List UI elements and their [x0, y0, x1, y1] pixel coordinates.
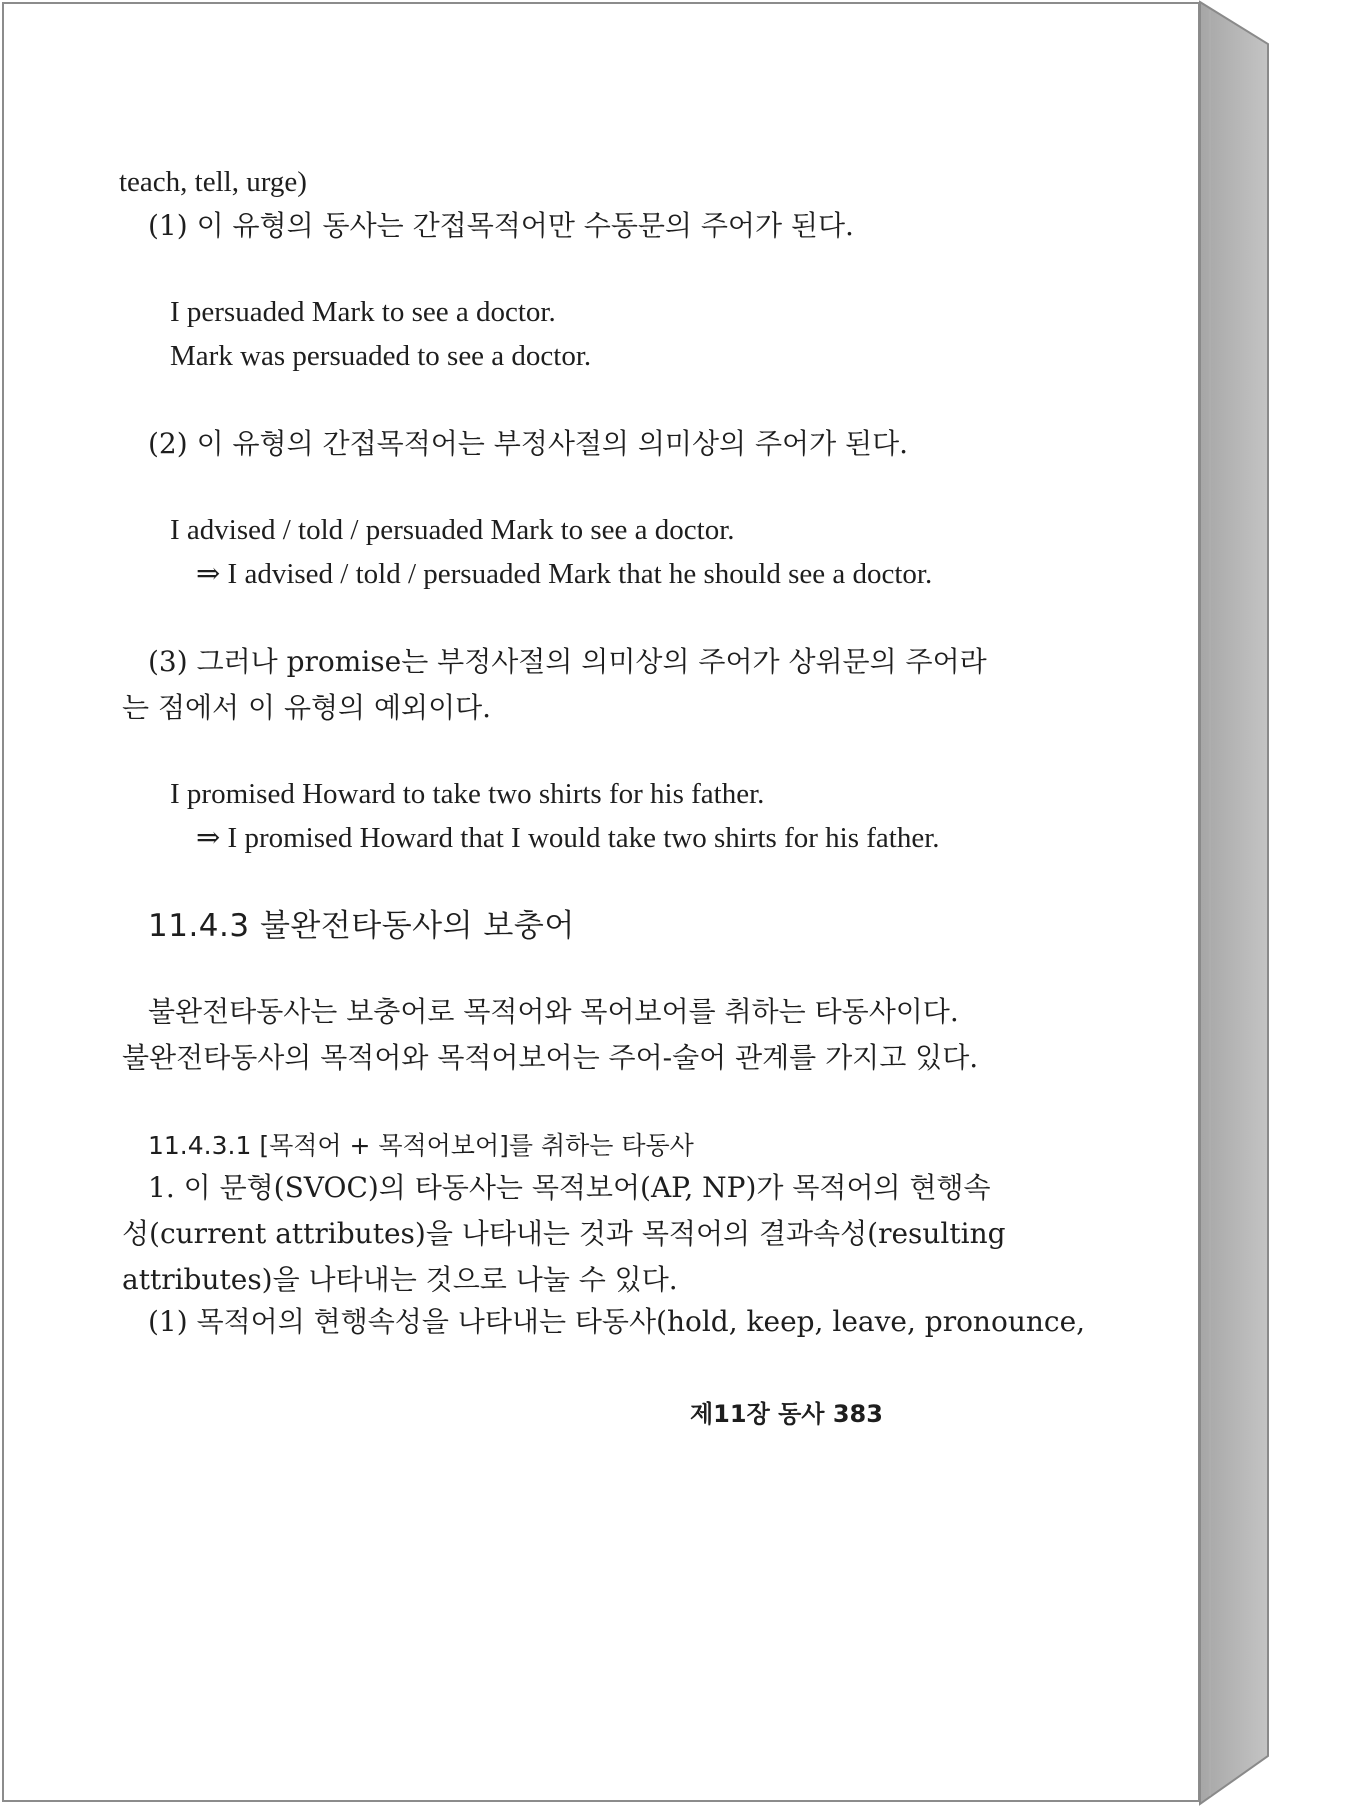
example-line: ⇒ I advised / told / persuaded Mark that he should see a doctor. [196, 558, 933, 590]
example-line: I persuaded Mark to see a doctor. [170, 296, 556, 328]
book-page [2, 2, 1200, 1802]
text-line: (1) 목적어의 현행속성을 나타내는 타동사(hold, keep, leave, pronounce, [148, 1305, 1086, 1338]
section-heading: 11.4.3 불완전타동사의 보충어 [148, 908, 575, 944]
text-line: 불완전타동사는 보충어로 목적어와 목어보어를 취하는 타동사이다. [148, 995, 959, 1028]
example-line: Mark was persuaded to see a doctor. [170, 340, 592, 372]
text-line: (1) 이 유형의 동사는 간접목적어만 수동문의 주어가 된다. [148, 209, 854, 242]
example-line: ⇒ I promised Howard that I would take two shirts for his father. [196, 822, 940, 854]
text-line: 불완전타동사의 목적어와 목적어보어는 주어-술어 관계를 가지고 있다. [122, 1041, 979, 1074]
text-line: 는 점에서 이 유형의 예외이다. [122, 691, 492, 724]
example-line: I advised / told / persuaded Mark to see a doctor. [170, 514, 735, 546]
subsection-heading: 11.4.3.1 [목적어 + 목적어보어]를 취하는 타동사 [148, 1131, 694, 1160]
example-line: I promised Howard to take two shirts for his father. [170, 778, 765, 810]
text-line: (2) 이 유형의 간접목적어는 부정사절의 의미상의 주어가 된다. [148, 427, 909, 460]
text-line: 1. 이 문형(SVOC)의 타동사는 목적보어(AP, NP)가 목적어의 현행속 [148, 1171, 991, 1204]
text-line: attributes)을 나타내는 것으로 나눌 수 있다. [122, 1263, 678, 1296]
text-line: 성(current attributes)을 나타내는 것과 목적어의 결과속성(resulting [122, 1217, 1006, 1250]
page-footer: 제11장 동사 383 [690, 1400, 883, 1428]
text-line: teach, tell, urge) [119, 166, 307, 198]
text-line: (3) 그러나 promise는 부정사절의 의미상의 주어가 상위문의 주어라 [148, 645, 987, 678]
